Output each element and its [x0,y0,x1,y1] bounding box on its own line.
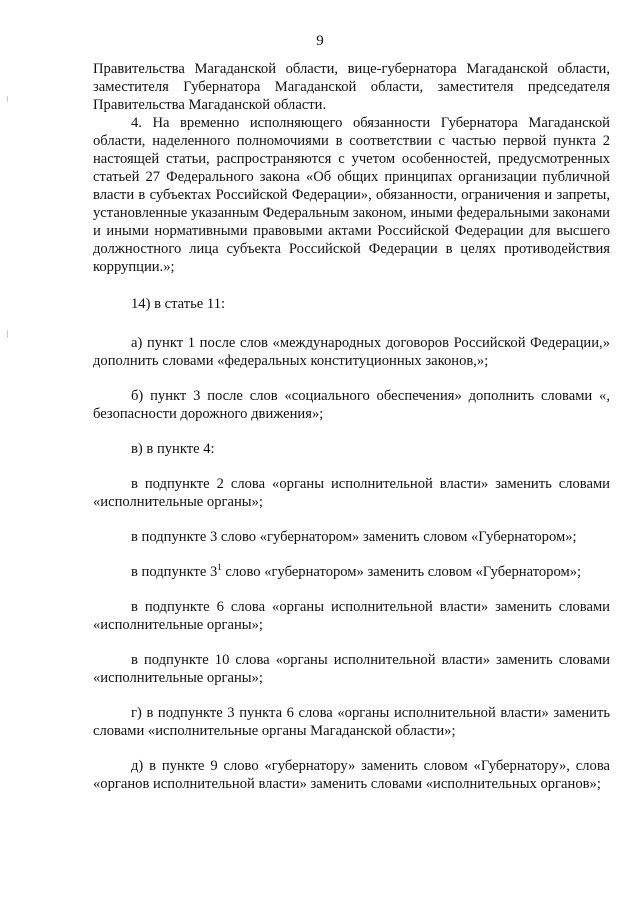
paragraph-subpoint-3-1 [93,563,610,581]
paragraph-subitem-g: г) в подпункте 3 пункта 6 слова «органы исполнительной власти» заменить словами «исполнительные органы Магаданской области»; [93,705,610,739]
document-body [93,60,610,793]
paragraph-subpoint-3: в подпункте 3 слово «губернатором» заменить словом «Губернатором»; [131,529,577,545]
paragraph-subitem-v: в) в пункте 4: [131,441,215,457]
paragraph-subpoint-6: в подпункте 6 слова «органы исполнительной власти» заменить словами «исполнительные органы»; [93,599,610,633]
paragraph-continuation: Правительства Магаданской области, вице-губернатора Магаданской области, заместителя Губернатора Магаданской области, заместителя председателя Правительства Магаданской области. [93,61,610,113]
page-number: 9 [316,33,324,49]
subpoint-text-after: слово «губернатором» заменить словом «Губернатором»; [221,564,582,580]
paragraph-subitem-a: а) пункт 1 после слов «международных договоров Российской Федерации,» дополнить словами «федеральных конституционных законов,»; [93,335,610,369]
paragraph-subpoint-10: в подпункте 10 слова «органы исполнительной власти» заменить словами «исполнительные органы»; [93,652,610,686]
paragraph-subpoint-2: в подпункте 2 слова «органы исполнительной власти» заменить словами «исполнительные органы»; [93,476,610,510]
superscript-index: 1 [217,562,222,572]
paragraph-subitem-d: д) в пункте 9 слово «губернатору» заменить словом «Губернатору», слова «органов исполнительной власти» заменить словами «исполнительных органов»; [93,758,610,792]
margin-mark [7,330,8,338]
subpoint-text-before: в подпункте 3 [131,564,218,580]
paragraph-article-11: 14) в статье 11: [131,296,226,312]
paragraph-subitem-b: б) пункт 3 после слов «социального обеспечения» дополнить словами «, безопасности дорожного движения»; [93,388,610,422]
paragraph-item-4: 4. На временно исполняющего обязанности Губернатора Магаданской области, наделенного полномочиями в соответствии с частью первой пункта 2 настоящей статьи, распространяются с учетом особенностей, предусмотренных статьей 27 Федерального закона «Об общих принципах организации публичной власти в субъектах Российской Федерации», обязанности, ограничения и запреты, установленные указанным Федеральным законом, иными федеральными законами и иными нормативными правовыми актами Российской Федерации для высшего должностного лица субъекта Российской Федерации в целях противодействия коррупции.»; [93,115,610,275]
margin-mark [7,96,8,102]
